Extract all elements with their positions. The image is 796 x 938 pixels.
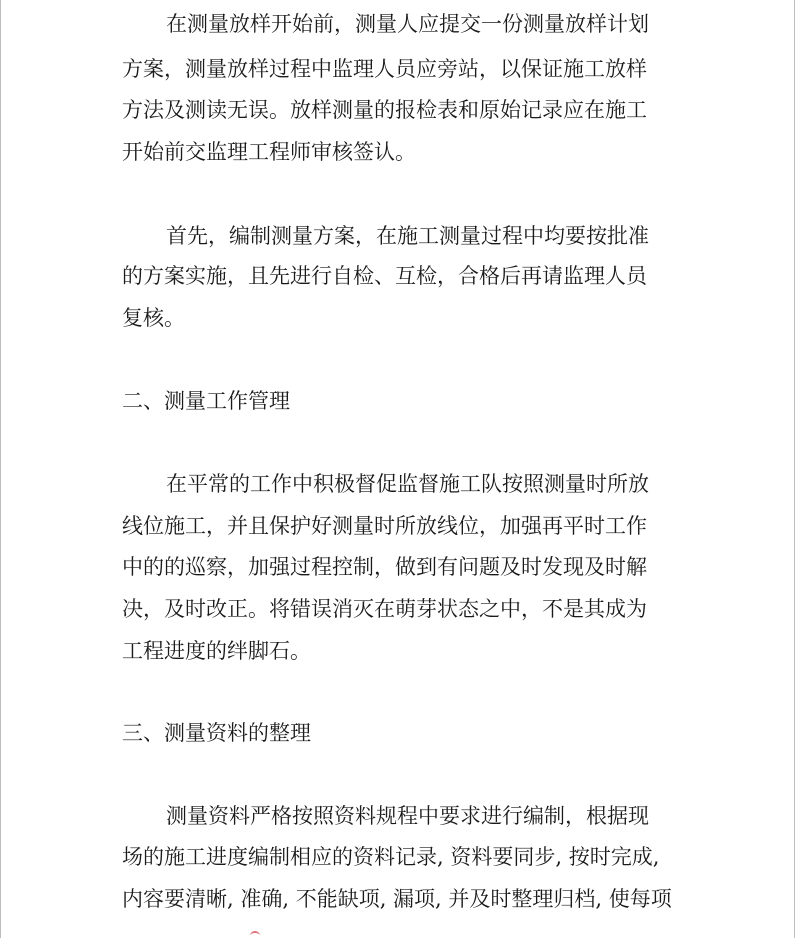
section-heading-3: 三、测量资料的整理 [122, 721, 311, 745]
paragraph-1-line-4: 开始前交监理工程师审核签认。 [122, 140, 416, 164]
paragraph-1-line-2: 方案，测量放样过程中监理人员应旁站，以保证施工放样 [122, 57, 647, 81]
section-heading-2: 二、测量工作管理 [122, 389, 290, 413]
paragraph-3-line-2: 线位施工，并且保护好测量时所放线位，加强再平时工作 [122, 514, 647, 538]
paragraph-4-line-1: 测量资料严格按照资料规程中要求进行编制，根据现 [166, 804, 649, 828]
paragraph-4-line-2: 场的施工进度编制相应的资料记录, 资料要同步, 按时完成, [122, 845, 660, 869]
page-border-right [794, 0, 795, 938]
paragraph-1-line-3: 方法及测读无误。放样测量的报检表和原始记录应在施工 [122, 98, 647, 122]
red-mark-fragment [250, 931, 260, 938]
page-border-left [0, 0, 1, 938]
paragraph-1-line-1: 在测量放样开始前，测量人应提交一份测量放样计划 [166, 12, 649, 36]
paragraph-2-line-2: 的方案实施，且先进行自检、互检，合格后再请监理人员 [122, 264, 647, 288]
paragraph-3-line-4: 决，及时改正。将错误消灭在萌芽状态之中，不是其成为 [122, 597, 647, 621]
paragraph-2-line-1: 首先，编制测量方案，在施工测量过程中均要按批准 [166, 224, 649, 248]
paragraph-3-line-1: 在平常的工作中积极督促监督施工队按照测量时所放 [166, 472, 649, 496]
paragraph-3-line-5: 工程进度的绊脚石。 [122, 639, 311, 663]
paragraph-4-line-3: 内容要清晰, 准确, 不能缺项, 漏项, 并及时整理归档, 使每项 [122, 887, 672, 911]
paragraph-2-line-3: 复核。 [122, 306, 185, 330]
paragraph-3-line-3: 中的的巡察，加强过程控制，做到有问题及时发现及时解 [122, 555, 647, 579]
